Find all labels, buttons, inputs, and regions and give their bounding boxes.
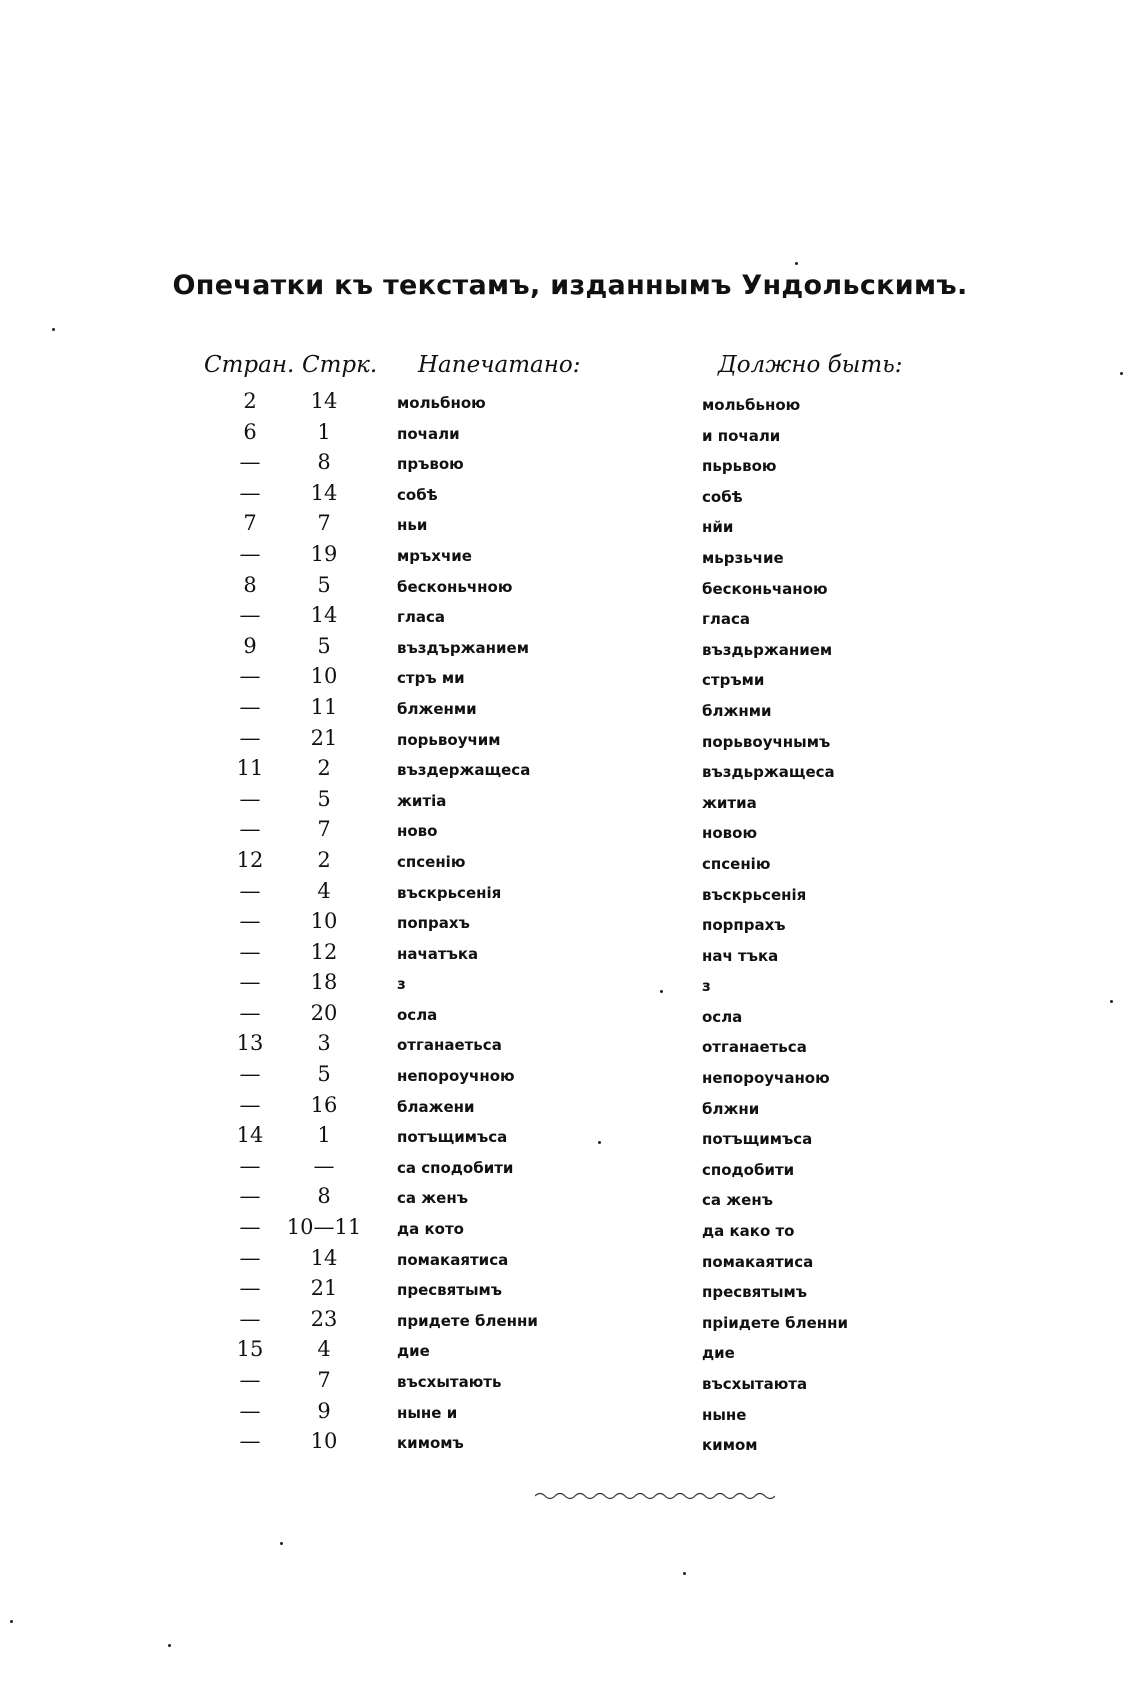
row-page-number: 14 <box>236 1123 264 1148</box>
row-page-number: — <box>239 1184 261 1209</box>
row-line-number: 23 <box>310 1306 338 1331</box>
row-page-number: 6 <box>243 419 257 444</box>
row-printed-text: придете бленни <box>397 1311 538 1330</box>
row-printed-text: осла <box>397 1005 438 1024</box>
row-line-number: 5 <box>317 572 331 597</box>
row-page-number: — <box>239 1092 261 1117</box>
row-page-number: 7 <box>243 511 257 536</box>
row-printed-text: ныне и <box>397 1403 458 1422</box>
errata-row <box>0 879 1140 910</box>
row-printed-text: дие <box>397 1342 430 1361</box>
errata-row <box>0 1215 1140 1246</box>
errata-row <box>0 420 1140 451</box>
row-correct-text: пресвятымъ <box>702 1283 808 1302</box>
row-line-number: 2 <box>317 847 331 872</box>
row-line-number: 14 <box>310 603 338 628</box>
row-page-number: — <box>239 1398 261 1423</box>
row-printed-text: ньи <box>397 516 428 535</box>
row-correct-text: непороучаною <box>702 1069 830 1088</box>
row-printed-text: блженми <box>397 699 477 718</box>
row-page-number: — <box>239 1215 261 1240</box>
row-page-number: 15 <box>236 1337 264 1362</box>
row-page-number: 2 <box>243 389 257 413</box>
row-correct-text: помакаятиса <box>702 1252 814 1271</box>
row-correct-text: бесконьчаною <box>702 579 828 598</box>
row-page-number: — <box>239 1368 261 1392</box>
row-printed-text: кимомъ <box>397 1434 464 1453</box>
row-printed-text: ново <box>397 822 438 841</box>
header-line: Стрк. <box>302 352 378 378</box>
row-page-number: — <box>239 1429 261 1454</box>
errata-row <box>0 1001 1140 1032</box>
errata-row <box>0 634 1140 665</box>
errata-row <box>0 817 1140 848</box>
row-line-number: 11 <box>310 694 338 719</box>
row-page-number: — <box>239 541 261 566</box>
errata-row <box>0 389 1140 420</box>
row-printed-text: бесконьчною <box>397 577 513 596</box>
row-correct-text: са женъ <box>702 1191 773 1210</box>
row-printed-text: стръ ми <box>397 669 465 688</box>
row-page-number: — <box>239 786 261 811</box>
row-printed-text: мръхчие <box>397 546 472 565</box>
row-line-number: 7 <box>317 1368 331 1392</box>
row-line-number: 7 <box>317 511 331 536</box>
row-page-number: — <box>239 970 261 995</box>
row-page-number: — <box>239 1245 261 1270</box>
row-line-number: 20 <box>310 1000 338 1025</box>
row-correct-text: и почали <box>702 426 781 445</box>
row-page-number: — <box>239 1306 261 1331</box>
row-correct-text: мольбьною <box>702 396 801 414</box>
row-printed-text: спсенію <box>397 852 466 871</box>
row-page-number: 11 <box>236 756 264 781</box>
row-correct-text: блжни <box>702 1099 760 1118</box>
row-page-number: — <box>239 1153 261 1178</box>
row-printed-text: пресвятымъ <box>397 1281 503 1300</box>
row-printed-text: непороучною <box>397 1067 515 1086</box>
row-printed-text: пръвою <box>397 455 464 474</box>
row-line-number: — <box>313 1153 335 1178</box>
row-line-number: 19 <box>310 541 338 566</box>
row-printed-text: потъщимъса <box>397 1128 508 1147</box>
row-page-number: — <box>239 939 261 964</box>
row-correct-text: кимом <box>702 1436 758 1455</box>
row-correct-text: спсенію <box>702 854 771 873</box>
row-line-number: 14 <box>310 389 338 413</box>
row-line-number: 4 <box>317 878 331 903</box>
row-page-number: 8 <box>243 572 257 597</box>
row-correct-text: стръми <box>702 671 765 690</box>
row-correct-text: з <box>702 977 711 996</box>
row-line-number: 21 <box>310 1276 338 1301</box>
row-printed-text: да кото <box>397 1220 464 1239</box>
errata-row <box>0 695 1140 726</box>
errata-row <box>0 1399 1140 1430</box>
errata-row <box>0 909 1140 940</box>
row-printed-text: са женъ <box>397 1189 468 1208</box>
row-line-number: 1 <box>317 1123 331 1148</box>
row-line-number: 5 <box>317 786 331 811</box>
errata-row <box>0 481 1140 512</box>
errata-row <box>0 1429 1140 1460</box>
errata-row <box>0 1062 1140 1093</box>
errata-row <box>0 511 1140 542</box>
row-correct-text: пьрьвою <box>702 457 777 476</box>
header-page: Стран. <box>204 352 295 378</box>
row-page-number: — <box>239 725 261 750</box>
errata-row <box>0 664 1140 695</box>
row-line-number: 1 <box>317 419 331 444</box>
row-page-number: — <box>239 878 261 903</box>
row-correct-text: въздьржанием <box>702 640 833 659</box>
row-line-number: 9 <box>317 1398 331 1423</box>
row-printed-text: начатъка <box>397 944 479 963</box>
row-line-number: 14 <box>310 480 338 505</box>
row-line-number: 21 <box>310 725 338 750</box>
row-line-number: 2 <box>317 756 331 781</box>
row-correct-text: мьрзьчие <box>702 548 784 567</box>
row-correct-text: отганаетьса <box>702 1038 807 1057</box>
row-line-number: 4 <box>317 1337 331 1362</box>
row-page-number: — <box>239 664 261 689</box>
row-correct-text: блжнми <box>702 701 772 720</box>
row-correct-text: осла <box>702 1007 743 1026</box>
row-page-number: — <box>239 450 261 475</box>
errata-row <box>0 603 1140 634</box>
row-correct-text: порпрахъ <box>702 916 786 935</box>
row-correct-text: въздьржащеса <box>702 763 835 782</box>
errata-row <box>0 1337 1140 1368</box>
row-correct-text: да како то <box>702 1222 795 1241</box>
row-line-number: 5 <box>317 633 331 658</box>
row-printed-text: гласа <box>397 608 445 627</box>
row-correct-text: пріидете бленни <box>702 1313 849 1332</box>
row-printed-text: въздържанием <box>397 638 529 657</box>
row-printed-text: помакаятиса <box>397 1250 509 1269</box>
row-printed-text: мольбною <box>397 394 486 412</box>
errata-row <box>0 1031 1140 1062</box>
row-correct-text: сподобити <box>702 1160 795 1179</box>
row-page-number: — <box>239 909 261 934</box>
row-page-number: — <box>239 694 261 719</box>
row-correct-text: нйи <box>702 518 734 537</box>
errata-row <box>0 1368 1140 1399</box>
row-line-number: 3 <box>317 1031 331 1056</box>
row-line-number: 10 <box>310 664 338 689</box>
errata-table <box>0 389 1140 1460</box>
row-line-number: 8 <box>317 450 331 475</box>
row-printed-text: блажени <box>397 1097 475 1116</box>
errata-row <box>0 756 1140 787</box>
errata-row <box>0 1276 1140 1307</box>
errata-row <box>0 1307 1140 1338</box>
row-printed-text: собѣ <box>397 485 438 504</box>
header-should-be: Должно быть: <box>718 352 903 378</box>
row-correct-text: въсхытаюта <box>702 1375 808 1393</box>
row-line-number: 8 <box>317 1184 331 1209</box>
errata-row <box>0 1246 1140 1277</box>
row-printed-text: са сподобити <box>397 1158 514 1177</box>
errata-row <box>0 940 1140 971</box>
row-correct-text: дие <box>702 1344 735 1363</box>
row-page-number: — <box>239 1276 261 1301</box>
page-title: Опечатки къ текстамъ, изданнымъ Ундольскимъ. <box>172 270 968 301</box>
row-line-number: 14 <box>310 1245 338 1270</box>
errata-row <box>0 1184 1140 1215</box>
row-line-number: 10 <box>310 909 338 934</box>
row-correct-text: порьвоучнымъ <box>702 732 831 751</box>
row-printed-text: въскрьсенія <box>397 883 502 902</box>
row-page-number: — <box>239 480 261 505</box>
row-page-number: — <box>239 1000 261 1025</box>
errata-row <box>0 787 1140 818</box>
errata-row <box>0 1123 1140 1154</box>
errata-row <box>0 848 1140 879</box>
row-line-number: 12 <box>310 939 338 964</box>
errata-row <box>0 1093 1140 1124</box>
row-line-number: 7 <box>317 817 331 842</box>
row-printed-text: житіа <box>397 791 447 810</box>
errata-row <box>0 970 1140 1001</box>
errata-row <box>0 573 1140 604</box>
row-page-number: — <box>239 1062 261 1087</box>
row-page-number: 13 <box>236 1031 264 1056</box>
row-correct-text: ныне <box>702 1405 747 1424</box>
row-correct-text: нач тъка <box>702 946 779 965</box>
row-correct-text: потъщимъса <box>702 1130 813 1149</box>
row-printed-text: отганаетьса <box>397 1036 502 1055</box>
row-printed-text: порьвоучим <box>397 730 501 749</box>
row-line-number: 5 <box>317 1062 331 1087</box>
row-correct-text: собѣ <box>702 487 743 506</box>
row-page-number: 9 <box>243 633 257 658</box>
errata-row <box>0 450 1140 481</box>
row-page-number: — <box>239 603 261 628</box>
row-printed-text: въздержащеса <box>397 761 531 780</box>
header-printed: Напечатано: <box>418 352 581 378</box>
row-printed-text: почали <box>397 424 460 443</box>
row-correct-text: новою <box>702 824 758 843</box>
errata-row <box>0 1154 1140 1185</box>
row-correct-text: житиа <box>702 793 757 812</box>
row-line-number: 18 <box>310 970 338 995</box>
row-page-number: 12 <box>236 847 264 872</box>
row-printed-text: з <box>397 975 406 994</box>
row-printed-text: въсхытають <box>397 1373 502 1391</box>
row-correct-text: въскрьсенія <box>702 885 807 904</box>
row-line-number: 10—11 <box>286 1215 362 1240</box>
errata-row <box>0 726 1140 757</box>
row-printed-text: попрахъ <box>397 914 470 933</box>
ornament-rule <box>535 1490 775 1502</box>
row-page-number: — <box>239 817 261 842</box>
row-correct-text: гласа <box>702 610 750 629</box>
row-line-number: 10 <box>310 1429 338 1454</box>
errata-row <box>0 542 1140 573</box>
row-line-number: 16 <box>310 1092 338 1117</box>
